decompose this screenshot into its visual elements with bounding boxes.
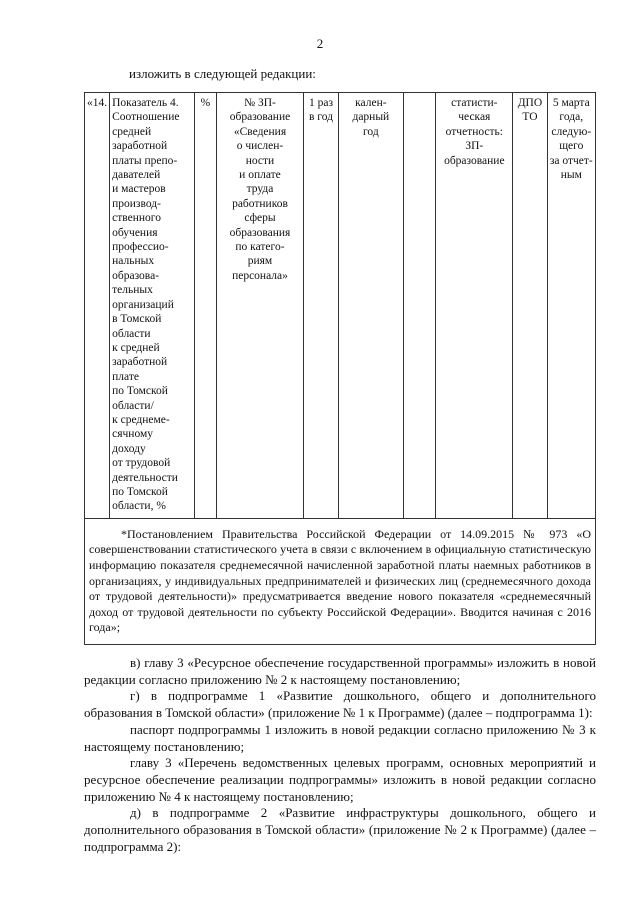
body-text [84, 655, 596, 855]
paragraph-g: г) в подпрограмме 1 «Развитие дошкольного, общего и дополнительного образования в Томской области» (приложение № 1 к Программе) (далее – подпрограмма 1): [84, 688, 596, 721]
cell-responsible: ДПО ТО [513, 93, 547, 519]
paragraph-chapter3: главу 3 «Перечень ведомственных целевых программ, основных мероприятий и ресурсное обеспечение реализации подпрограммы» изложить в новой редакции согласно приложению № 4 к настоящему постановлению; [84, 755, 596, 804]
paragraph-passport: паспорт подпрограммы 1 изложить в новой редакции согласно приложению № 3 к настоящему постановлению; [84, 721, 596, 754]
cell-blank [403, 93, 435, 519]
page-number: 2 [316, 36, 324, 51]
indicator-table [84, 92, 596, 645]
cell-form: № ЗП- образование «Сведения о числен- ности и оплате труда работников сферы образования по катего- риям персонала» [216, 93, 303, 519]
cell-deadline: 5 марта года, следую- щего за отчет- ным [547, 93, 595, 519]
cell-indicator-name: Показатель 4. Соотношение средней заработной платы препо- давателей и мастеров производ- ственного обучения профессио- нальных образова- тельных организаций в Томской области к средней заработной плате по Томской области/ к среднеме- сячному доходу от трудовой деятельности по Томской области, % [110, 93, 195, 519]
intro-line: изложить в следующей редакции: [129, 66, 316, 81]
cell-period: кален- дарный год [338, 93, 403, 519]
paragraph-v: в) главу 3 «Ресурсное обеспечение государственной программы» изложить в новой редакции согласно приложению № 2 к настоящему постановлению; [84, 655, 596, 687]
cell-number: «14. [85, 93, 110, 519]
paragraph-d: д) в подпрограмме 2 «Развитие инфраструктуры дошкольного, общего и дополнительного образования в Томской области» (приложение № 2 к Программе) (далее – подпрограмма 2): [84, 805, 596, 854]
footnote-text: *Постановлением Правительства Российской Федерации от 14.09.2015 № 973 «О совершенствовании статистического учета в связи с включением в официальную статистическую информацию показателя среднемесячной начисленной заработной платы наемных работников в организациях, у индивидуальных предпринимателей и физических лиц (среднемесячного дохода от трудовой деятельности)» предусматривается введение нового показателя «среднемесячный доход от трудовой деятельности по субъекту Российской Федерации». Вводится начиная с 2016 года»; [85, 518, 596, 644]
cell-unit: % [195, 93, 217, 519]
table-row [85, 93, 596, 519]
cell-source: статисти- ческая отчетность: ЗП- образование [436, 93, 513, 519]
cell-frequency: 1 раз в год [304, 93, 339, 519]
footnote-row [85, 518, 596, 644]
